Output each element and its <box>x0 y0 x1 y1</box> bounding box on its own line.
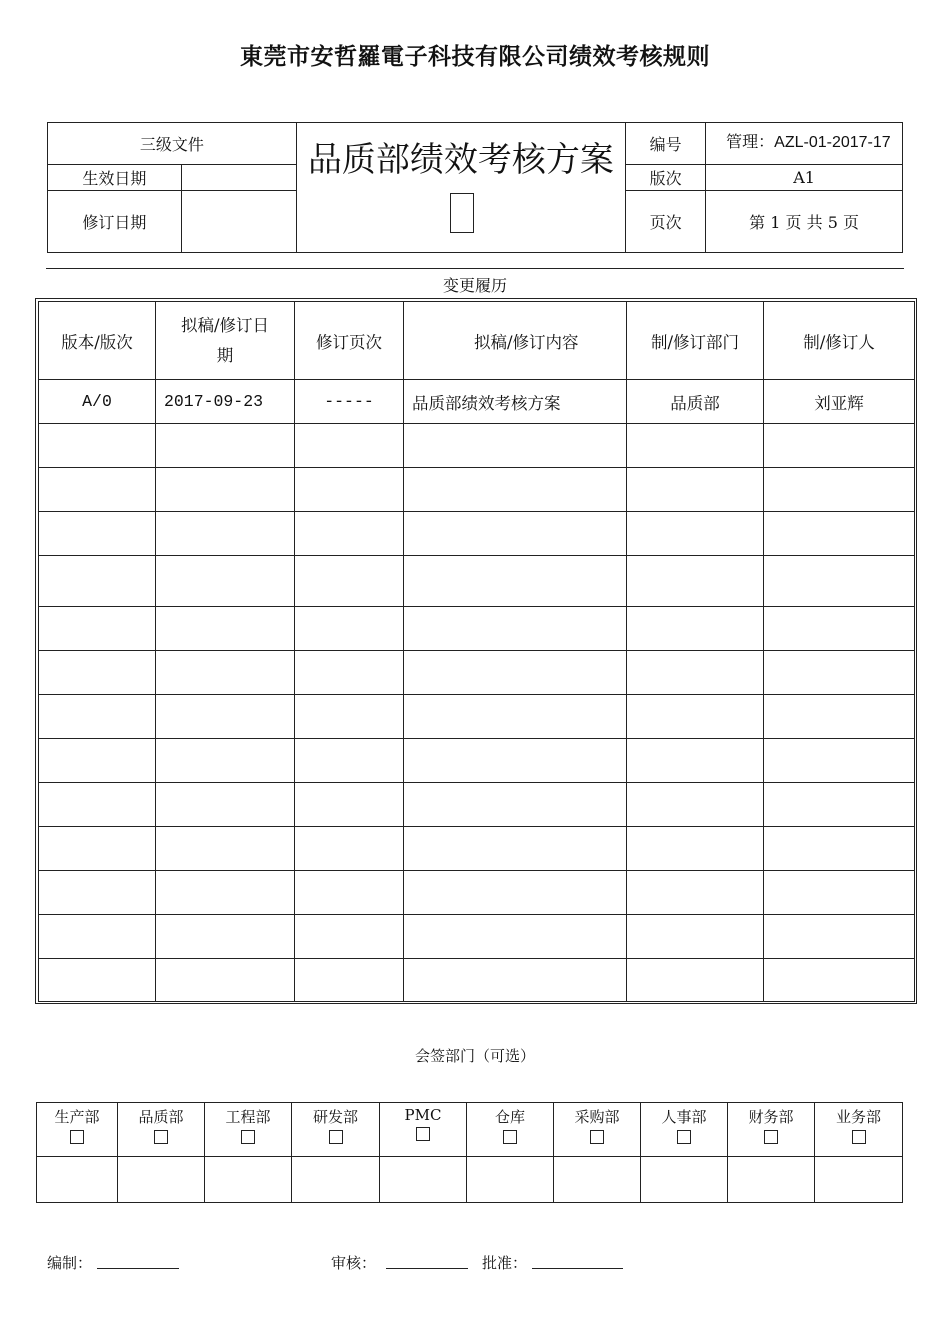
history-cell <box>627 827 764 871</box>
review-line[interactable] <box>386 1268 468 1269</box>
history-cell <box>627 424 764 468</box>
history-cell <box>404 512 627 556</box>
history-cell <box>295 739 404 783</box>
dept-cell <box>728 1103 815 1157</box>
history-cell <box>627 512 764 556</box>
history-cell <box>39 695 156 739</box>
history-cell <box>295 607 404 651</box>
history-cell: A/0 <box>39 380 156 424</box>
approve-line[interactable] <box>532 1268 623 1269</box>
history-cell <box>156 915 295 959</box>
history-row <box>39 915 915 959</box>
revision-date-label: 修订日期 <box>48 191 182 253</box>
doc-title-cell <box>296 123 626 253</box>
history-cell <box>295 556 404 607</box>
history-cell <box>39 739 156 783</box>
doc-level: 三级文件 <box>48 123 297 165</box>
dept-signature-cell[interactable] <box>205 1157 292 1203</box>
signature-footer <box>47 1252 907 1274</box>
prepared-label: 编制： <box>47 1254 93 1272</box>
dept-checkbox[interactable] <box>677 1130 691 1144</box>
dept-label: 采购部 <box>574 1108 620 1126</box>
history-cell: 品质部绩效考核方案 <box>404 380 627 424</box>
history-cell <box>404 871 627 915</box>
history-cell <box>295 651 404 695</box>
doc-title: 品质部绩效考核方案 <box>307 139 614 180</box>
history-cell <box>764 607 915 651</box>
history-cell <box>404 739 627 783</box>
history-cell <box>39 827 156 871</box>
dept-signature-cell[interactable] <box>37 1157 118 1203</box>
history-cell <box>404 468 627 512</box>
dept-cell <box>815 1103 903 1157</box>
history-header-row <box>39 302 915 380</box>
history-cell <box>627 651 764 695</box>
history-frame <box>35 298 917 1004</box>
effective-date-label: 生效日期 <box>48 165 182 191</box>
history-cell <box>627 468 764 512</box>
history-row <box>39 959 915 1002</box>
history-cell <box>39 512 156 556</box>
history-cell <box>295 783 404 827</box>
company-title: 東莞市安哲羅電子科技有限公司绩效考核规则 <box>240 44 710 70</box>
history-row <box>39 695 915 739</box>
history-cell: 2017-09-23 <box>156 380 295 424</box>
version-label: 版次 <box>626 165 706 191</box>
history-cell <box>764 915 915 959</box>
dept-checkbox[interactable] <box>503 1130 517 1144</box>
dept-checkbox[interactable] <box>852 1130 866 1144</box>
history-cell <box>404 959 627 1002</box>
history-heading: 变更履历 <box>442 276 507 295</box>
page-value: 第 1 页 共 5 页 <box>706 191 903 253</box>
history-cell <box>764 468 915 512</box>
history-column-header: 拟稿/修订日期 <box>156 302 295 380</box>
history-cell <box>295 424 404 468</box>
prepared-line[interactable] <box>97 1268 179 1269</box>
dept-signature-cell[interactable] <box>554 1157 641 1203</box>
history-cell <box>156 424 295 468</box>
dept-cell <box>641 1103 728 1157</box>
history-cell <box>764 739 915 783</box>
dept-cell <box>292 1103 380 1157</box>
history-column-header: 制/修订部门 <box>627 302 764 380</box>
document-header-table <box>47 122 903 253</box>
dept-label: 仓库 <box>494 1108 525 1126</box>
dept-cell <box>37 1103 118 1157</box>
dept-label: 生产部 <box>54 1108 100 1126</box>
history-cell <box>156 556 295 607</box>
divider <box>46 268 904 269</box>
history-row <box>39 512 915 556</box>
history-cell <box>627 739 764 783</box>
history-cell <box>404 915 627 959</box>
dept-signature-cell[interactable] <box>641 1157 728 1203</box>
history-cell <box>39 607 156 651</box>
history-cell <box>764 827 915 871</box>
dept-label: 财务部 <box>748 1108 794 1126</box>
dept-cell <box>467 1103 554 1157</box>
dept-cell <box>205 1103 292 1157</box>
dept-label: 品质部 <box>138 1108 184 1126</box>
dept-label: 业务部 <box>835 1108 881 1126</box>
dept-cell <box>554 1103 641 1157</box>
history-cell <box>156 651 295 695</box>
dept-checkbox[interactable] <box>329 1130 343 1144</box>
history-cell <box>156 468 295 512</box>
number-label: 编号 <box>626 123 706 165</box>
history-cell <box>764 959 915 1002</box>
history-cell <box>627 783 764 827</box>
dept-cell <box>118 1103 205 1157</box>
dept-signature-cell[interactable] <box>467 1157 554 1203</box>
history-row <box>39 871 915 915</box>
dept-signature-cell[interactable] <box>728 1157 815 1203</box>
dept-checkbox[interactable] <box>416 1127 430 1141</box>
history-cell <box>156 512 295 556</box>
history-cell <box>156 739 295 783</box>
history-cell <box>39 959 156 1002</box>
history-cell <box>39 651 156 695</box>
dept-checkbox[interactable] <box>764 1130 778 1144</box>
history-cell <box>156 827 295 871</box>
history-cell <box>764 424 915 468</box>
revision-history-table <box>38 301 915 1002</box>
history-cell <box>156 607 295 651</box>
history-cell <box>404 695 627 739</box>
page-label: 页次 <box>626 191 706 253</box>
dept-label: 研发部 <box>312 1108 358 1126</box>
history-cell <box>39 783 156 827</box>
dept-checkbox[interactable] <box>70 1130 84 1144</box>
dept-checkbox[interactable] <box>241 1130 255 1144</box>
history-cell <box>156 783 295 827</box>
signoff-heading: 会签部门（可选） <box>414 1047 535 1065</box>
signoff-table <box>36 1102 903 1203</box>
history-cell <box>39 424 156 468</box>
history-cell <box>627 871 764 915</box>
dept-cell <box>380 1103 467 1157</box>
dept-label: PMC <box>404 1106 442 1124</box>
history-column-header: 制/修订人 <box>764 302 915 380</box>
history-row <box>39 783 915 827</box>
effective-date-value <box>181 165 296 191</box>
history-row <box>39 468 915 512</box>
history-cell <box>627 556 764 607</box>
number-value: 管理：AZL-01-2017-17 <box>706 123 903 165</box>
history-cell <box>156 695 295 739</box>
history-cell <box>404 556 627 607</box>
history-row <box>39 556 915 607</box>
history-row <box>39 827 915 871</box>
dept-checkbox[interactable] <box>154 1130 168 1144</box>
history-cell <box>764 651 915 695</box>
version-value: A1 <box>706 165 903 191</box>
history-cell <box>404 651 627 695</box>
missing-glyph-box <box>450 193 474 233</box>
history-cell <box>627 915 764 959</box>
history-cell <box>627 607 764 651</box>
history-column-header: 拟稿/修订内容 <box>404 302 627 380</box>
history-row <box>39 651 915 695</box>
approve-label: 批准： <box>482 1254 528 1272</box>
history-cell <box>404 424 627 468</box>
dept-signature-cell[interactable] <box>815 1157 903 1203</box>
history-cell <box>404 607 627 651</box>
history-cell <box>764 512 915 556</box>
history-cell <box>39 468 156 512</box>
history-cell <box>295 512 404 556</box>
history-cell <box>295 959 404 1002</box>
history-cell <box>404 783 627 827</box>
history-cell <box>39 556 156 607</box>
dept-label: 工程部 <box>225 1108 271 1126</box>
history-cell: 刘亚辉 <box>764 380 915 424</box>
history-column-header: 版本/版次 <box>39 302 156 380</box>
history-cell <box>295 468 404 512</box>
dept-label: 人事部 <box>661 1108 707 1126</box>
history-cell <box>627 695 764 739</box>
history-cell <box>39 871 156 915</box>
dept-signature-cell[interactable] <box>292 1157 380 1203</box>
history-row <box>39 424 915 468</box>
history-cell <box>39 915 156 959</box>
history-column-header: 修订页次 <box>295 302 404 380</box>
history-row <box>39 739 915 783</box>
history-cell <box>764 695 915 739</box>
history-cell <box>627 959 764 1002</box>
dept-signature-cell[interactable] <box>118 1157 205 1203</box>
history-cell <box>764 871 915 915</box>
history-cell: 品质部 <box>627 380 764 424</box>
history-row <box>39 380 915 424</box>
dept-checkbox[interactable] <box>590 1130 604 1144</box>
history-row <box>39 607 915 651</box>
history-cell <box>404 827 627 871</box>
history-cell: ----- <box>295 380 404 424</box>
history-cell <box>295 827 404 871</box>
history-cell <box>156 959 295 1002</box>
history-cell <box>764 783 915 827</box>
history-cell <box>295 695 404 739</box>
dept-signature-cell[interactable] <box>380 1157 467 1203</box>
revision-date-value <box>181 191 296 253</box>
history-cell <box>764 556 915 607</box>
history-cell <box>295 915 404 959</box>
review-label: 审核： <box>331 1254 377 1272</box>
history-cell <box>295 871 404 915</box>
history-cell <box>156 871 295 915</box>
